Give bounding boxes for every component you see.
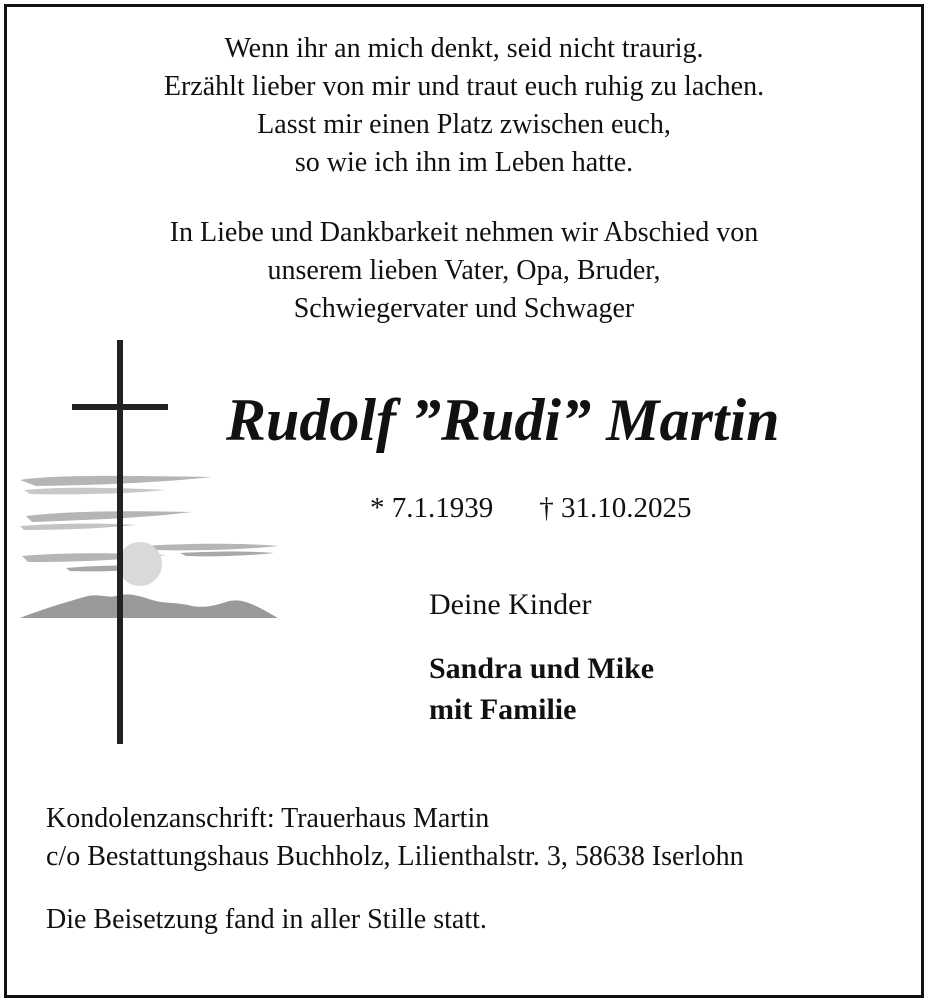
condolence-address: [46, 800, 744, 876]
mourners-names: [429, 648, 654, 730]
farewell-intro: [0, 214, 928, 328]
mountains-icon: [20, 594, 278, 618]
poem-line: Erzählt lieber von mir und traut euch ruhig zu lachen.: [163, 71, 765, 102]
cross-vertical-beam: [117, 340, 123, 744]
poem-line: so wie ich ihn im Leben hatte.: [294, 147, 634, 178]
intro-line: unserem lieben Vater, Opa, Bruder,: [267, 255, 661, 286]
poem: [0, 30, 928, 182]
poem-line: Wenn ihr an mich denkt, seid nicht traurig.: [224, 33, 704, 64]
deceased-name: Rudolf ”Rudi” Martin: [226, 387, 780, 453]
intro-line: In Liebe und Dankbarkeit nehmen wir Abschied von: [169, 217, 759, 248]
sun-icon: [118, 542, 162, 586]
mourners-line: Sandra und Mike: [429, 652, 655, 685]
poem-line: Lasst mir einen Platz zwischen euch,: [257, 109, 671, 140]
mourners-line: mit Familie: [429, 693, 577, 726]
intro-line: Schwiegervater und Schwager: [293, 293, 635, 324]
cross-horizontal-beam: [72, 404, 168, 410]
death-date: † 31.10.2025: [539, 492, 692, 524]
burial-note: Die Beisetzung fand in aller Stille statt.: [46, 904, 487, 935]
mourners-label: Deine Kinder: [429, 588, 592, 621]
address-line: Kondolenzanschrift: Trauerhaus Martin: [46, 803, 490, 834]
life-dates: [370, 489, 692, 527]
birth-date: * 7.1.1939: [370, 492, 494, 524]
address-line: c/o Bestattungshaus Buchholz, Lilienthalstr. 3, 58638 Iserlohn: [46, 841, 744, 872]
